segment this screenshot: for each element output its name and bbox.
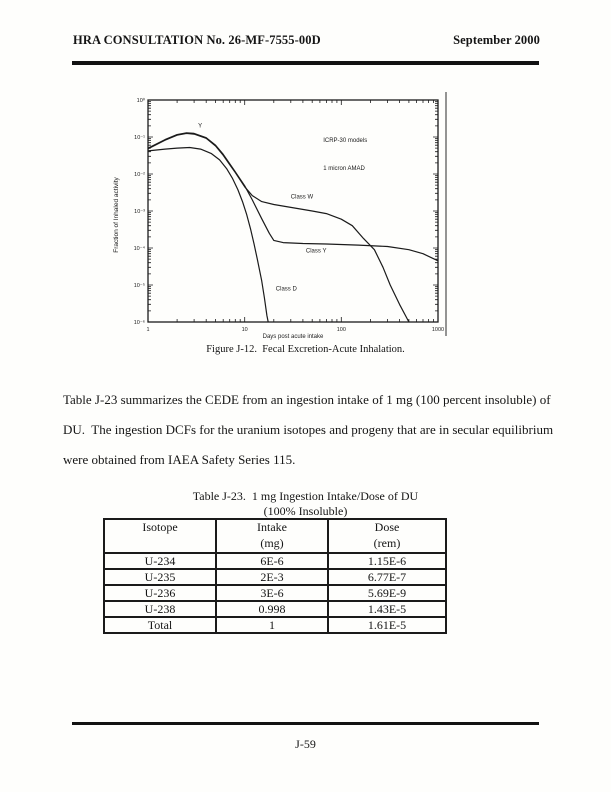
figure-chart xyxy=(105,90,470,342)
table-cell: 1.43E-5 xyxy=(328,601,446,617)
paragraph-line: DU. The ingestion DCFs for the uranium isotopes and progeny that are in secular equilibrium xyxy=(63,422,554,437)
y-tick-label: 10⁻² xyxy=(134,172,145,178)
y-tick-label: 10⁻¹ xyxy=(134,135,145,141)
column-header-label: Intake xyxy=(257,520,287,534)
chart-annotation: Class D xyxy=(275,286,297,293)
x-tick-label: 100 xyxy=(336,327,346,333)
column-header-dose xyxy=(328,519,446,553)
table-row xyxy=(104,585,446,601)
page-number: J-59 xyxy=(295,737,316,751)
column-header-label: Isotope xyxy=(142,520,178,534)
chart-annotation: Class Y xyxy=(305,248,327,255)
column-header-unit: (mg) xyxy=(260,535,284,550)
chart-annotation: 1 micron AMAD xyxy=(323,165,365,172)
data-table xyxy=(103,518,447,634)
table-title-line1: Table J-23. 1 mg Ingestion Intake/Dose of DU xyxy=(192,489,419,503)
paragraph-line: were obtained from IAEA Safety Series 115. xyxy=(63,452,296,467)
table-body xyxy=(104,553,446,633)
y-axis-title: Fraction of Inhaled activity xyxy=(113,177,120,253)
table-row xyxy=(104,569,446,585)
footer-rule xyxy=(72,722,539,725)
table-row xyxy=(104,553,446,569)
y-tick-label: 10⁻⁴ xyxy=(133,246,145,252)
table-cell: 6E-6 xyxy=(216,553,328,569)
table-cell: U-236 xyxy=(104,585,216,601)
header-date: September 2000 xyxy=(453,33,540,47)
column-header-label: Dose xyxy=(374,520,400,534)
table-cell: 3E-6 xyxy=(216,585,328,601)
column-header-unit xyxy=(105,536,215,552)
table-cell: U-235 xyxy=(104,569,216,585)
table-title-line2: (100% Insoluble) xyxy=(263,503,348,518)
table-header-row xyxy=(104,519,446,553)
column-header-intake xyxy=(216,519,328,553)
column-header-isotope xyxy=(104,519,216,553)
paragraph-line: Table J-23 summarizes the CEDE from an ingestion intake of 1 mg (100 percent insoluble) of xyxy=(63,392,551,407)
table-cell: 2E-3 xyxy=(216,569,328,585)
y-tick-label: 10⁻³ xyxy=(134,209,145,215)
chart-annotation: Class W xyxy=(290,194,314,201)
x-tick-label: 1 xyxy=(146,327,150,333)
page-header xyxy=(73,33,540,48)
series-class-w xyxy=(148,133,409,322)
table-row xyxy=(104,617,446,633)
x-tick-label: 1000 xyxy=(431,327,445,333)
table-cell: 1 xyxy=(216,617,328,633)
series-class-d xyxy=(148,148,268,323)
table-cell: U-234 xyxy=(104,553,216,569)
table-cell: U-238 xyxy=(104,601,216,617)
x-tick-label: 10 xyxy=(241,327,248,333)
header-title: HRA CONSULTATION No. 26-MF-7555-00D xyxy=(73,33,321,47)
column-header-unit: (rem) xyxy=(373,535,401,550)
chart-annotation: Y xyxy=(198,123,203,130)
figure-j12 xyxy=(105,90,470,342)
table-title xyxy=(0,489,611,518)
y-tick-label: 10⁻⁵ xyxy=(133,283,145,289)
table-cell: 5.69E-9 xyxy=(328,585,446,601)
x-axis-title: Days post acute intake xyxy=(262,334,324,340)
body-paragraph xyxy=(63,385,553,475)
figure-caption: Figure J-12. Fecal Excretion-Acute Inhalation. xyxy=(206,344,405,355)
table-cell: Total xyxy=(104,617,216,633)
y-tick-label: 10⁻⁶ xyxy=(133,320,145,326)
y-tick-label: 10⁰ xyxy=(136,98,145,104)
table-cell: 1.15E-6 xyxy=(328,553,446,569)
table-cell: 0.998 xyxy=(216,601,328,617)
header-rule xyxy=(72,61,539,65)
table-cell: 6.77E-7 xyxy=(328,569,446,585)
table-cell: 1.61E-5 xyxy=(328,617,446,633)
chart-annotation: ICRP-30 models xyxy=(323,138,368,145)
table-row xyxy=(104,601,446,617)
